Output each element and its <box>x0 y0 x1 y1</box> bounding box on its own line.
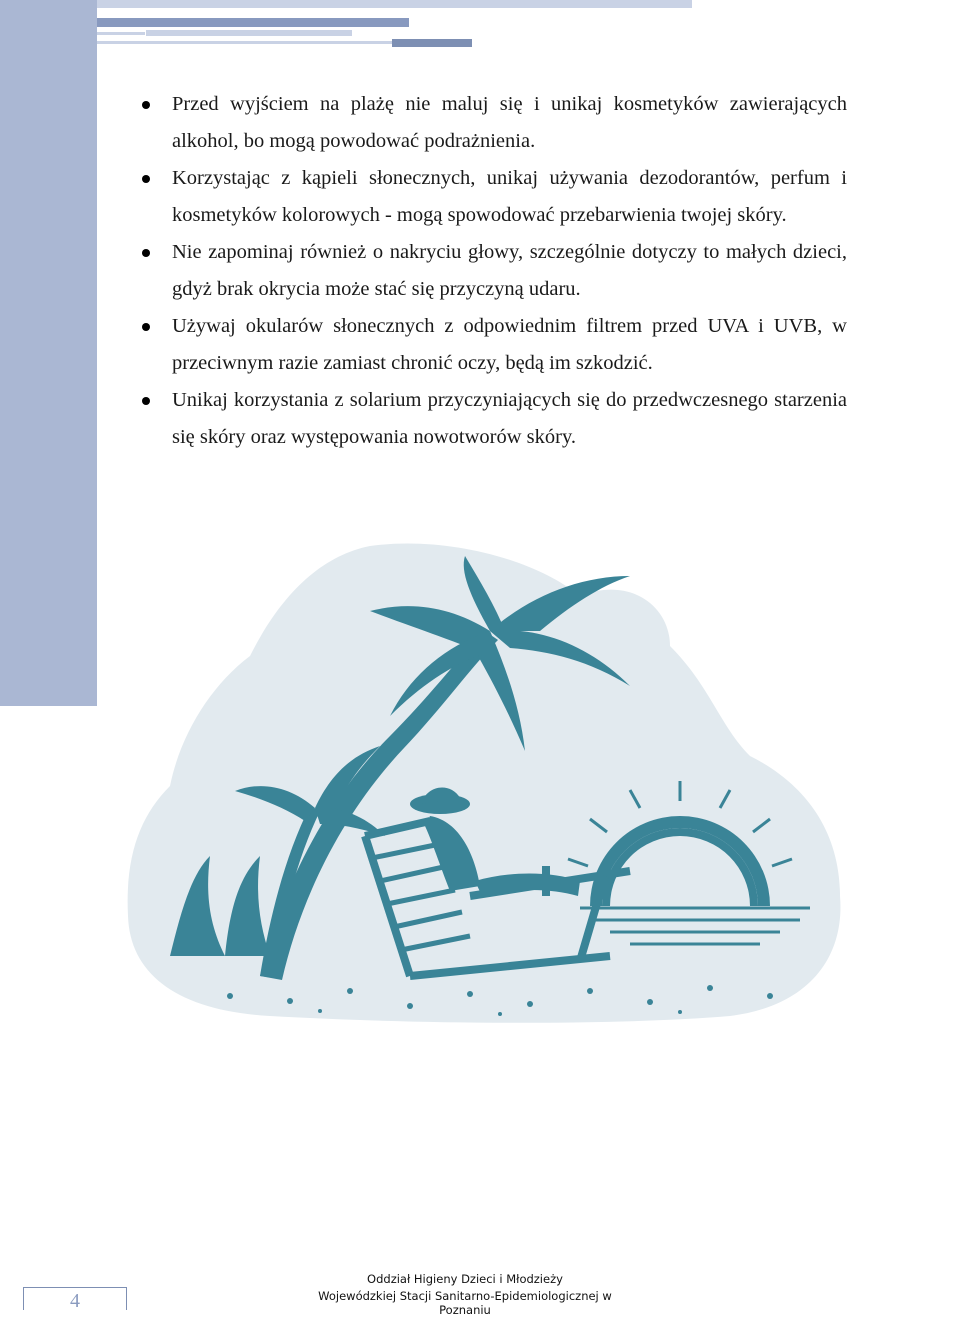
bullet-icon <box>142 397 150 405</box>
header-bar-top <box>0 0 692 8</box>
page-number: 4 <box>70 1290 80 1312</box>
bullet-icon <box>142 323 150 331</box>
header-bar-light <box>146 30 352 36</box>
header-bar-mid <box>97 18 409 27</box>
list-item: Unikaj korzystania z solarium przyczyniających się do przedwczesnego starzenia się skóry oraz występowania nowotworów skóry. <box>142 382 847 456</box>
advice-list <box>142 86 847 456</box>
bullet-icon <box>142 101 150 109</box>
list-item: Przed wyjściem na plażę nie maluj się i unikaj kosmetyków zawierających alkohol, bo mogą powodować podrażnienia. <box>142 86 847 160</box>
bullet-icon <box>142 249 150 257</box>
footer-institution: Wojewódzkiej Stacji Sanitarno-Epidemiologicznej w Poznaniu <box>318 1289 612 1317</box>
list-item: Nie zapominaj również o nakryciu głowy, szczególnie dotyczy to małych dzieci, gdyż brak okrycia może stać się przyczyną udaru. <box>142 234 847 308</box>
list-item: Używaj okularów słonecznych z odpowiednim filtrem przed UVA i UVB, w przeciwnym razie zamiast chronić oczy, będą im szkodzić. <box>142 308 847 382</box>
side-band <box>0 0 97 706</box>
page-number-box <box>23 1287 127 1310</box>
list-item: Korzystając z kąpieli słonecznych, unikaj używania dezodorantów, perfum i kosmetyków kolorowych - mogą spowodować przebarwienia twojej skóry. <box>142 160 847 234</box>
footer-department: Oddział Higieny Dzieci i Młodzieży <box>367 1272 563 1286</box>
bullet-icon <box>142 175 150 183</box>
header-bar-bottom <box>392 39 472 47</box>
beach-palm-sunset-illustration <box>110 536 855 1026</box>
